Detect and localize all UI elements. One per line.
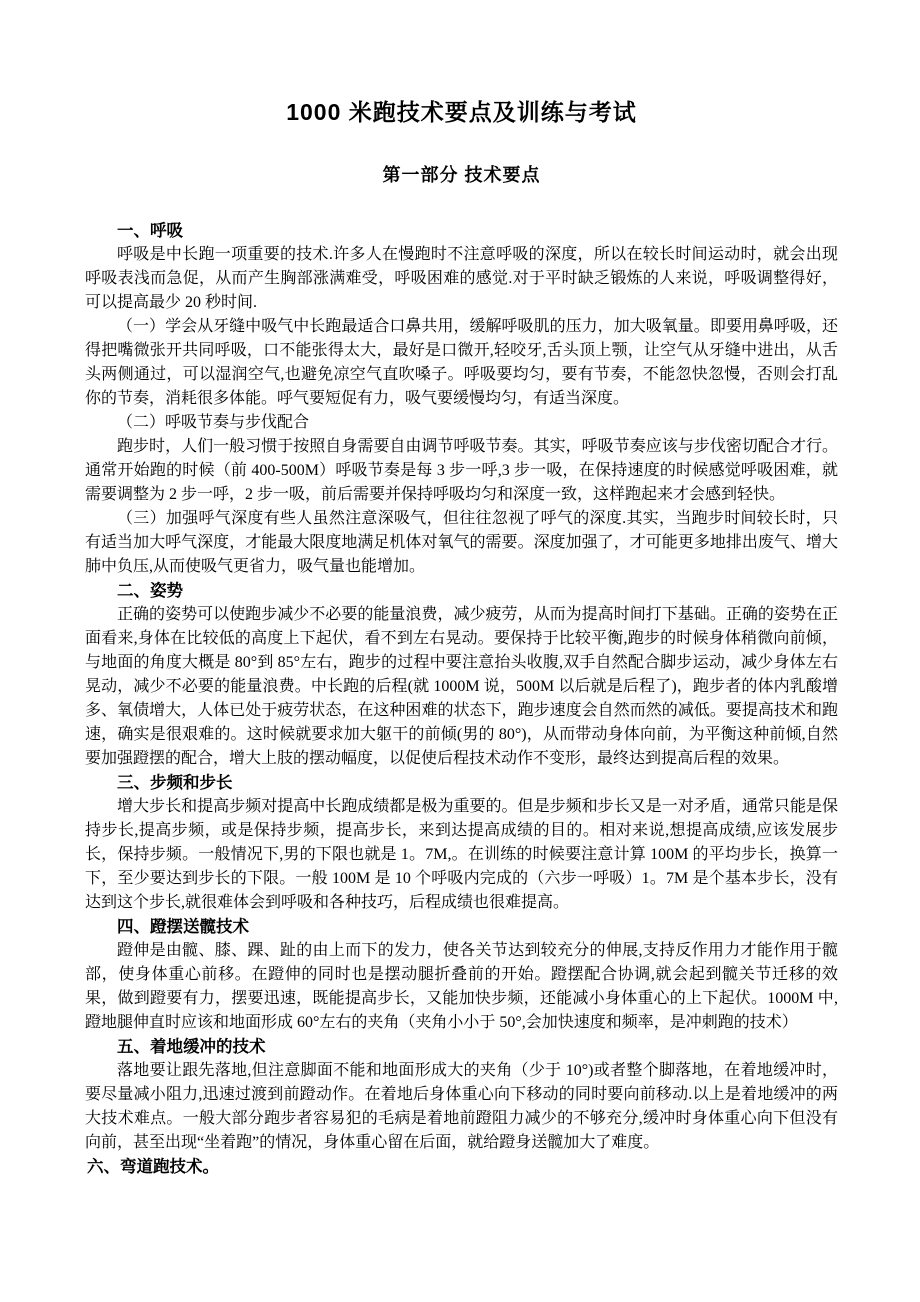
paragraph-breathing-point-3: （三）加强呼气深度有些人虽然注意深吸气，但往往忽视了呼气的深度.其实，当跑步时间较长时，只有适当加大呼气深度，才能最大限度地满足机体对氧气的需要。深度加强了，才可能更多地排出废气、增大肺中负压,从而使吸气更省力，吸气量也能增加。 <box>85 510 838 575</box>
paragraph-cadence-stride: 增大步长和提高步频对提高中长跑成绩都是极为重要的。但是步频和步长又是一对矛盾，通常只能是保持步长,提高步频，或是保持步频，提高步长，来到达提高成绩的目的。相对来说,想提高成绩,应该发展步长，保持步频。一般情况下,男的下限也就是 1。7M,。在训练的时候要注意计算 100M 的平均步长，换算一下，至少要达到步长的下限。一般 100M 是 10 个呼吸内完成的（六步一呼吸）1。7M 是个基本步长，没有达到这个步长,就很难体会到呼吸和各种技巧，后程成绩也很难提高。 <box>85 798 838 911</box>
paragraph-breathing-point-2-body: 跑步时，人们一般习惯于按照自身需要自由调节呼吸节奏。其实，呼吸节奏应该与步伐密切配合才行。通常开始跑的时候（前 400-500M）呼吸节奏是每 3 步一呼,3 步一吸，在保持速度的时候感觉呼吸困难，就需要调整为 2 步一呼，2 步一吸，前后需要并保持呼吸均匀和深度一致，这样跑起来才会感到轻快。 <box>85 438 838 503</box>
section-heading-curve-running: 六、弯道跑技术。 <box>87 1158 219 1176</box>
section-heading-landing-cushion: 五、着地缓冲的技术 <box>117 1038 266 1056</box>
doc-title: 1000 米跑技术要点及训练与考试 <box>286 99 637 125</box>
paragraph-breathing-point-2-title: （二）呼吸节奏与步伐配合 <box>117 414 310 431</box>
paragraph-push-swing-hip: 蹬伸是由髋、膝、踝、趾的由上而下的发力，使各关节达到较充分的伸展,支持反作用力才能作用于髋部，使身体重心前移。在蹬伸的同时也是摆动腿折叠前的开始。蹬摆配合协调,就会起到髋关节迁移的效果，做到蹬要有力，摆要迅速，既能提高步长，又能加快步频，还能减小身体重心的上下起伏。1000M 中,蹬地腿伸直时应该和地面形成 60°左右的夹角（夹角小小于 50°,会加快速度和频率，是冲刺跑的技术） <box>85 942 838 1031</box>
section-heading-cadence-stride: 三、步频和步长 <box>117 774 233 792</box>
paragraph-breathing-point-1: （一）学会从牙缝中吸气中长跑最适合口鼻共用，缓解呼吸肌的压力，加大吸氧量。即要用鼻呼吸，还得把嘴微张开共同呼吸，口不能张得太大，最好是口微开,轻咬牙,舌头顶上颚，让空气从牙缝中进出，从舌头两侧通过，可以湿润空气,也避免凉空气直吹嗓子。呼吸要均匀，要有节奏，不能忽快忽慢，否则会打乱你的节奏，消耗很多体能。呼气要短促有力，吸气要缓慢均匀，有适当深度。 <box>85 318 838 407</box>
section-heading-push-swing-hip: 四、蹬摆送髋技术 <box>117 918 249 936</box>
paragraph-landing-cushion: 落地要让跟先落地,但注意脚面不能和地面形成大的夹角（少于 10°)或者整个脚落地，在着地缓冲时，要尽量减小阻力,迅速过渡到前蹬动作。在着地后身体重心向下移动的同时要向前移动.以上是着地缓冲的两大技术难点。一般大部分跑步者容易犯的毛病是着地前蹬阻力减少的不够充分,缓冲时身体重心向下但没有向前，甚至出现“坐着跑”的情况，身体重心留在后面，就给蹬身送髋加大了难度。 <box>85 1062 838 1151</box>
doc-subtitle: 第一部分 技术要点 <box>382 165 541 185</box>
paragraph-breathing-intro: 呼吸是中长跑一项重要的技术.许多人在慢跑时不注意呼吸的深度，所以在较长时间运动时，就会出现呼吸表浅而急促，从而产生胸部涨满难受，呼吸困难的感觉.对于平时缺乏锻炼的人来说，呼吸调整得好，可以提高最少 20 秒时间. <box>85 246 838 311</box>
section-heading-posture: 二、姿势 <box>117 582 183 600</box>
section-heading-breathing: 一、呼吸 <box>117 222 183 240</box>
paragraph-posture: 正确的姿势可以使跑步减少不必要的能量浪费，减少疲劳，从而为提高时间打下基础。正确的姿势在正面看来,身体在比较低的高度上下起伏，看不到左右晃动。要保持于比较平衡,跑步的时候身体稍微向前倾，与地面的角度大概是 80°到 85°左右，跑步的过程中要注意抬头收腹,双手自然配合脚步运动，减少身体左右晃动，减少不必要的能量浪费。中长跑的后程(就 1000M 说，500M 以后就是后程了)，跑步者的体内乳酸增多、氧债增大，人体已处于疲劳状态，在这种困难的状态下，跑步速度会自然而然的减低。要提高技术和跑速，确实是很艰难的。这时候就要求加大躯干的前倾(男的 80°)，从而带动身体向前，为平衡这种前倾,自然要加强蹬摆的配合，增大上肢的摆动幅度，以促使后程技术动作不变形，最终达到提高后程的效果。 <box>85 606 838 767</box>
